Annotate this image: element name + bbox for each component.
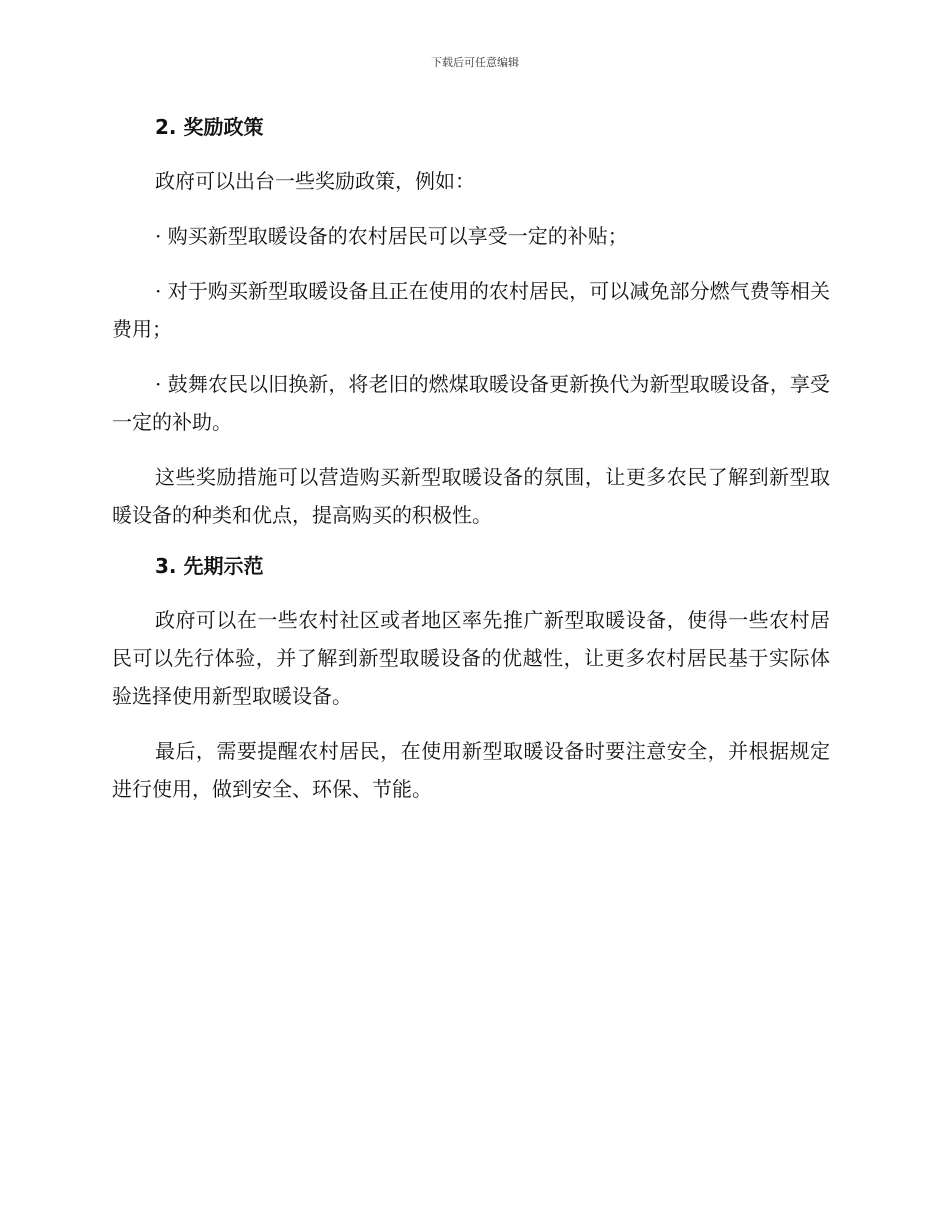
closing-paragraph: 最后，需要提醒农村居民，在使用新型取暖设备时要注意安全，并根据规定进行使用，做到安全、环保、节能。 bbox=[112, 739, 830, 801]
bullet-subsidy: · 购买新型取暖设备的农村居民可以享受一定的补贴； bbox=[155, 224, 628, 248]
reward-policy-intro: 政府可以出台一些奖励政策，例如： bbox=[155, 169, 475, 193]
bullet-trade-in: · 鼓舞农民以旧换新，将老旧的燃煤取暖设备更新换代为新型取暖设备，享受一定的补助。 bbox=[112, 372, 830, 434]
page-header-note: 下载后可任意编辑 bbox=[431, 56, 519, 69]
bullet-fee-reduction: · 对于购买新型取暖设备且正在使用的农村居民，可以减免部分燃气费等相关费用； bbox=[112, 279, 830, 341]
section-heading-pilot-demo: 3. 先期示范 bbox=[155, 554, 264, 578]
document-body bbox=[112, 112, 830, 808]
reward-policy-summary: 这些奖励措施可以营造购买新型取暖设备的氛围，让更多农民了解到新型取暖设备的种类和优点，提高购买的积极性。 bbox=[112, 465, 830, 527]
pilot-demo-body: 政府可以在一些农村社区或者地区率先推广新型取暖设备，使得一些农村居民可以先行体验，并了解到新型取暖设备的优越性，让更多农村居民基于实际体验选择使用新型取暖设备。 bbox=[112, 608, 830, 708]
section-heading-reward-policy: 2. 奖励政策 bbox=[155, 115, 264, 139]
